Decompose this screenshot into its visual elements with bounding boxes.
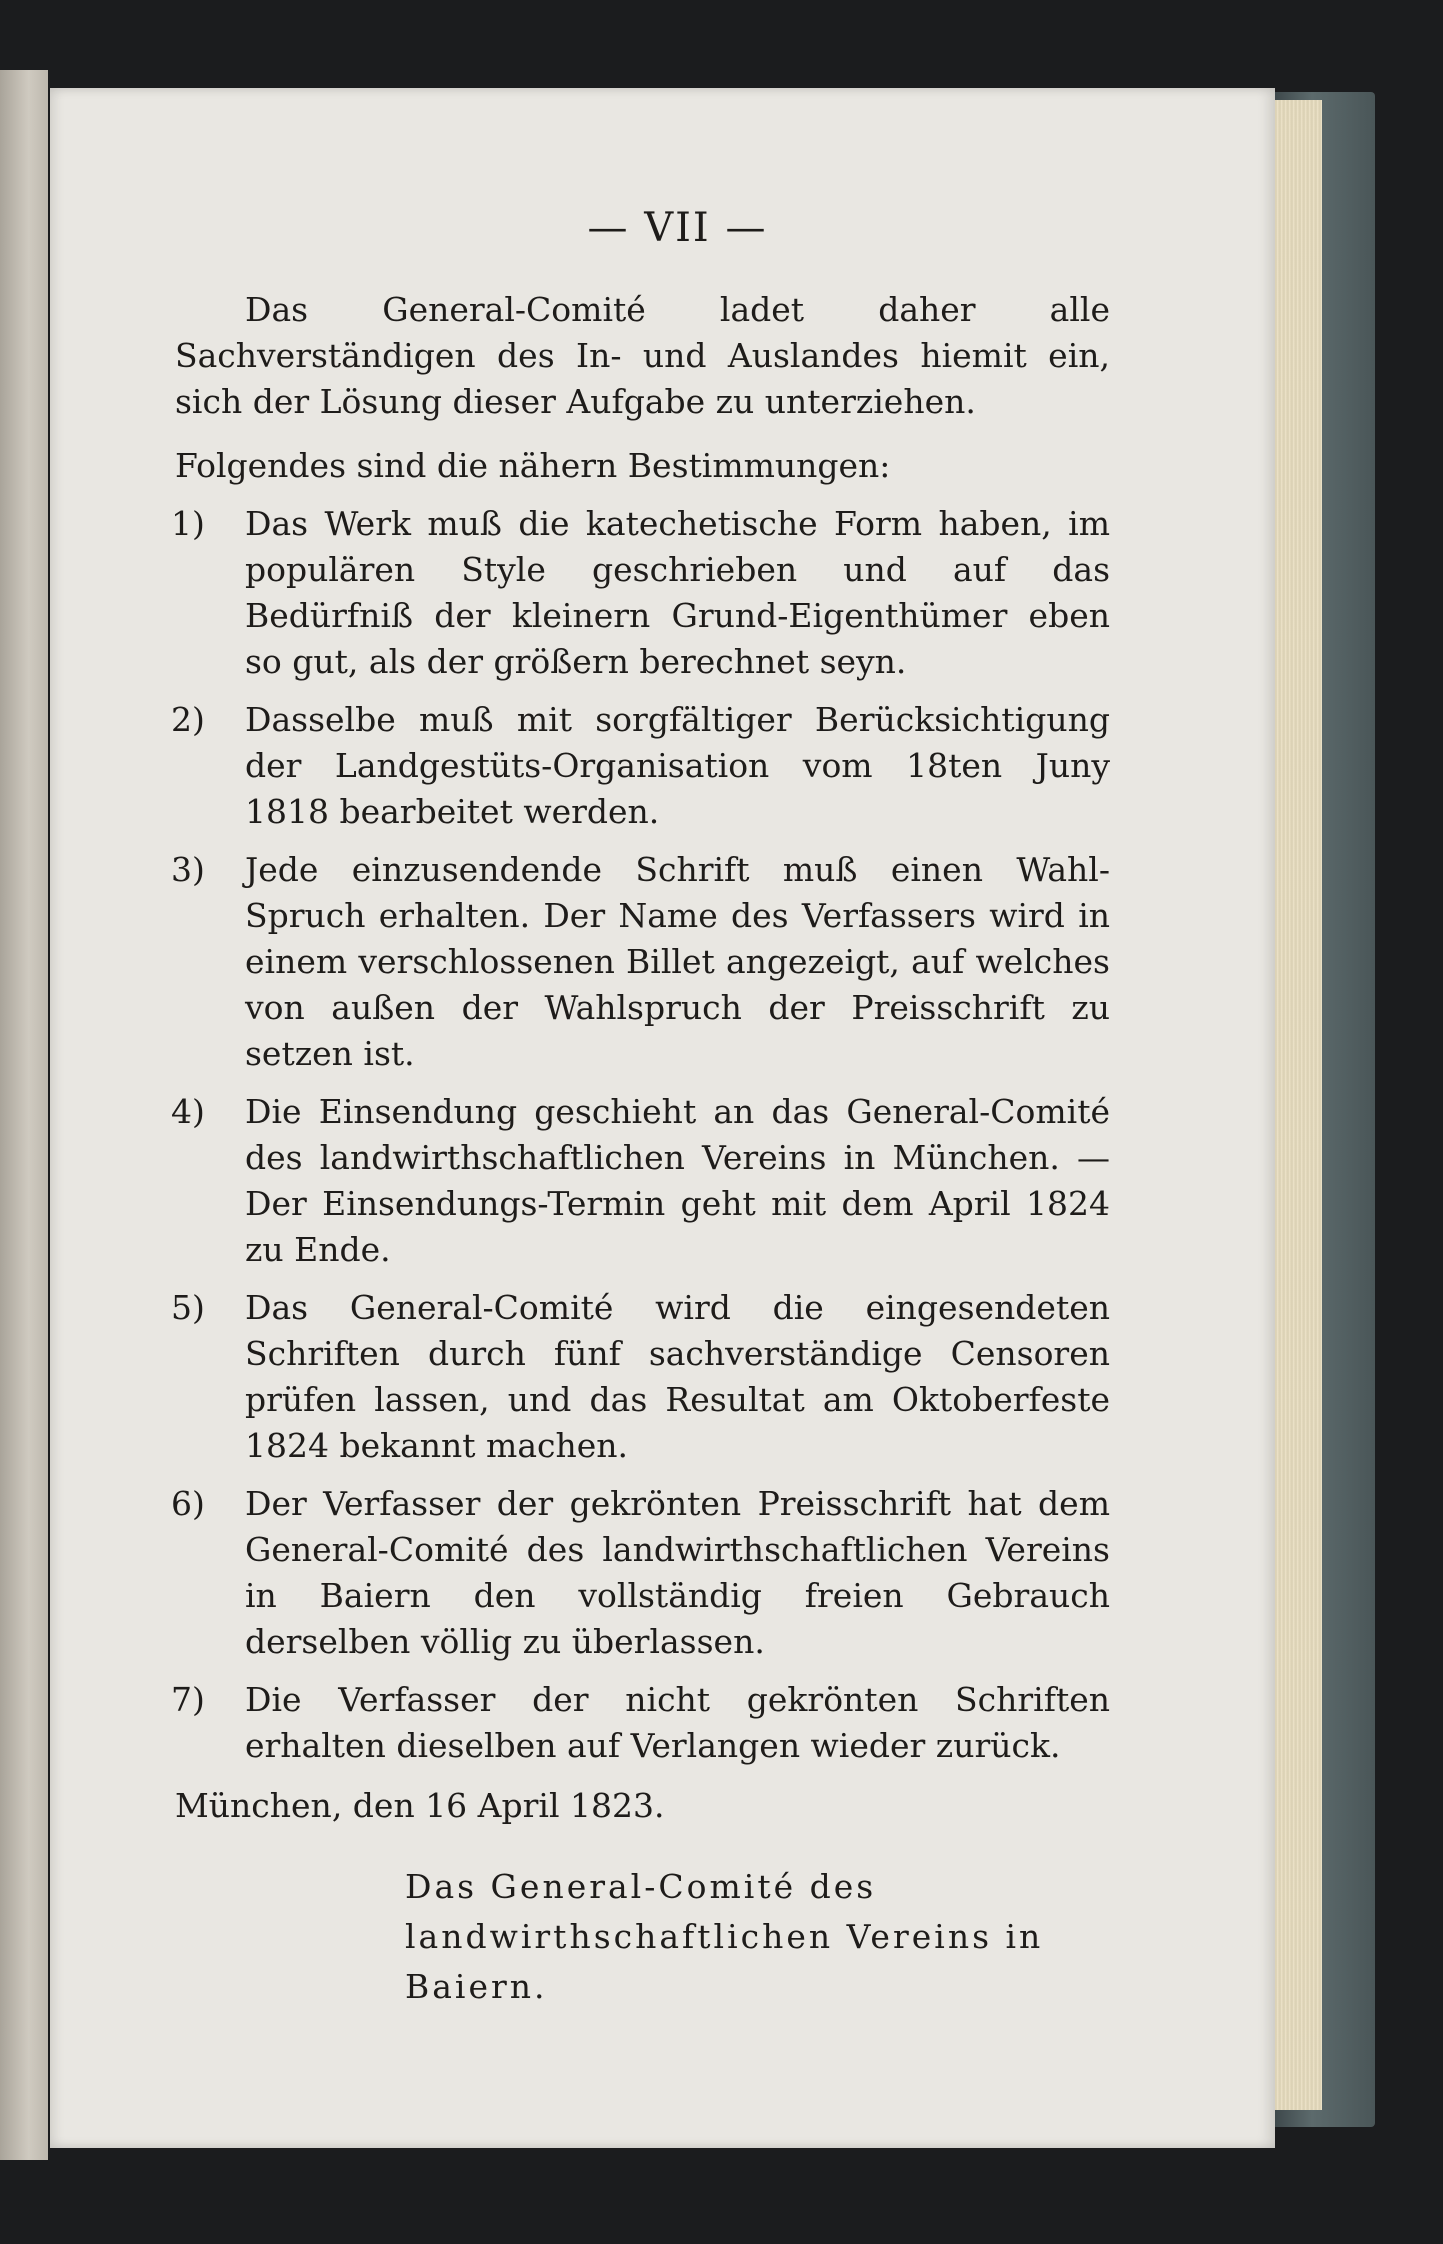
page-stack-edge — [1270, 100, 1322, 2110]
list-item — [171, 1285, 1110, 1469]
list-item — [171, 501, 1110, 685]
page-text — [171, 205, 1110, 2045]
item-number: 2) — [171, 700, 205, 739]
section-heading: Folgendes sind die nähern Bestimmungen: — [175, 446, 891, 485]
item-text: Die Einsendung geschieht an das General-Comité des landwirthschaftlichen Vereins in München. — Der Einsendungs-Termin geht mit dem April 1824 zu Ende. — [245, 1092, 1110, 1269]
item-number: 5) — [171, 1288, 205, 1327]
item-number: 3) — [171, 850, 205, 889]
page-number: — VII — — [587, 205, 768, 251]
signature: Das General-Comité des landwirthschaftlichen Vereins in Baiern. — [405, 1867, 1044, 2006]
left-page-edge — [0, 70, 48, 2160]
list-item — [171, 847, 1110, 1077]
item-number: 1) — [171, 504, 205, 543]
list-item — [171, 1481, 1110, 1665]
item-number: 4) — [171, 1092, 205, 1131]
list-item — [171, 1677, 1110, 1769]
item-text: Jede einzusendende Schrift muß einen Wahl-Spruch erhalten. Der Name des Verfassers wird in einem verschlossenen Billet angezeigt, auf welches von außen der Wahlspruch der Preisschrift zu setzen ist. — [245, 850, 1110, 1073]
item-text: Die Verfasser der nicht gekrönten Schriften erhalten dieselben auf Verlangen wieder zurück. — [245, 1680, 1110, 1765]
list-item — [171, 1089, 1110, 1273]
intro-paragraph: Das General-Comité ladet daher alle Sachverständigen des In- und Auslandes hiemit ein, sich der Lösung dieser Aufgabe zu unterziehen. — [175, 290, 1110, 421]
item-number: 6) — [171, 1484, 205, 1523]
list-item — [171, 697, 1110, 835]
place-date: München, den 16 April 1823. — [175, 1786, 665, 1825]
item-text: Dasselbe muß mit sorgfältiger Berücksichtigung der Landgestüts-Organisation vom 18ten Juny 1818 bearbeitet werden. — [245, 700, 1110, 831]
item-text: Das Werk muß die katechetische Form haben, im populären Style geschrieben und auf das Bedürfniß der kleinern Grund-Eigenthümer eben so gut, als der größern berechnet seyn. — [245, 504, 1110, 681]
item-number: 7) — [171, 1680, 205, 1719]
item-text: Der Verfasser der gekrönten Preisschrift hat dem General-Comité des landwirthschaftlichen Vereins in Baiern den vollständig freien Gebrauch derselben völlig zu überlassen. — [245, 1484, 1110, 1661]
item-text: Das General-Comité wird die eingesendeten Schriften durch fünf sachverständige Censoren prüfen lassen, und das Resultat am Oktoberfeste 1824 bekannt machen. — [245, 1288, 1110, 1465]
